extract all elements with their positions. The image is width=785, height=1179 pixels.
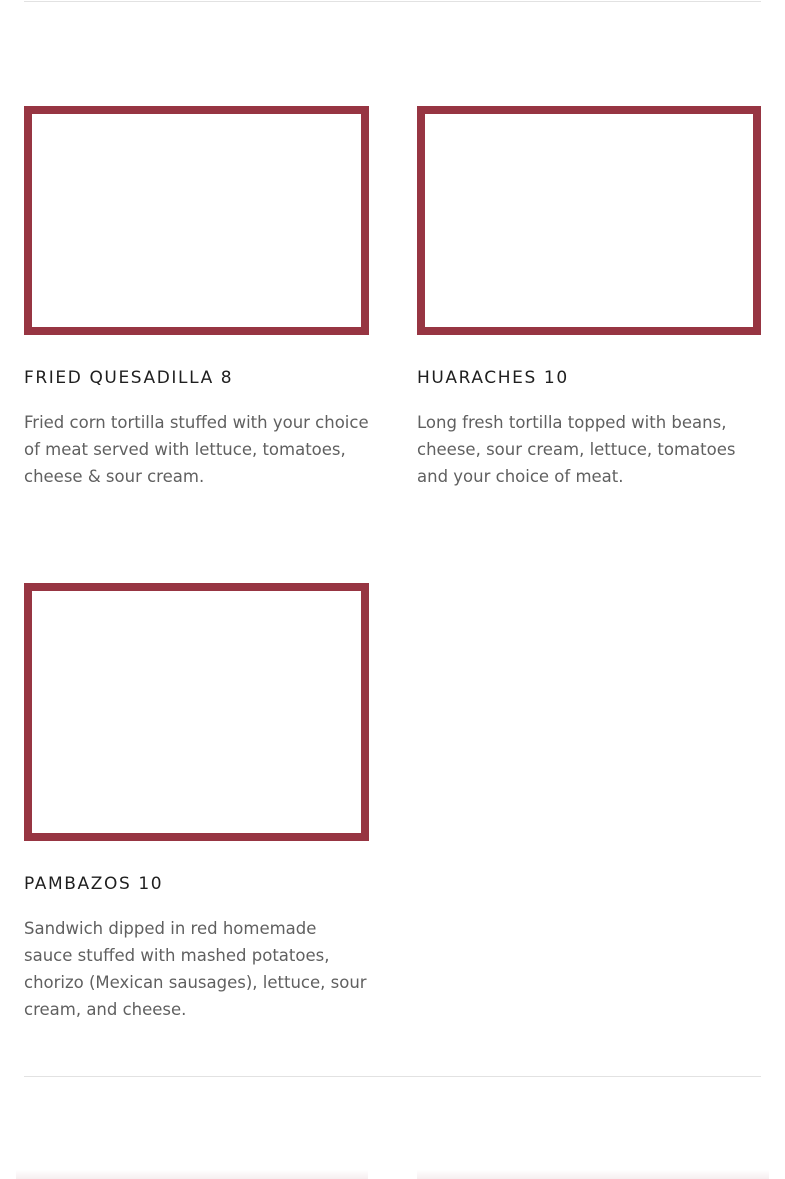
menu-item-fried-quesadilla xyxy=(24,106,369,490)
section-divider-top xyxy=(24,1,761,2)
menu-item-description: Sandwich dipped in red homemade sauce stuffed with mashed potatoes, chorizo (Mexican sausages), lettuce, sour cream, and cheese. xyxy=(24,919,367,1019)
menu-item-photo[interactable] xyxy=(417,106,761,335)
menu-item-description: Fried corn tortilla stuffed with your choice of meat served with lettuce, tomatoes, cheese & sour cream. xyxy=(24,413,369,486)
next-item-photo-edge xyxy=(417,1170,769,1179)
section-divider-bottom xyxy=(24,1076,761,1077)
menu-item-title: HUARACHES 10 xyxy=(417,368,569,388)
next-item-photo-edge xyxy=(16,1170,368,1179)
menu-item-pambazos xyxy=(24,583,369,1023)
menu-item-description: Long fresh tortilla topped with beans, cheese, sour cream, lettuce, tomatoes and your choice of meat. xyxy=(417,413,736,486)
menu-item-huaraches xyxy=(417,106,761,490)
menu-item-title: FRIED QUESADILLA 8 xyxy=(24,368,234,388)
menu-item-photo[interactable] xyxy=(24,106,369,335)
menu-item-title: PAMBAZOS 10 xyxy=(24,874,164,894)
menu-item-photo[interactable] xyxy=(24,583,369,841)
